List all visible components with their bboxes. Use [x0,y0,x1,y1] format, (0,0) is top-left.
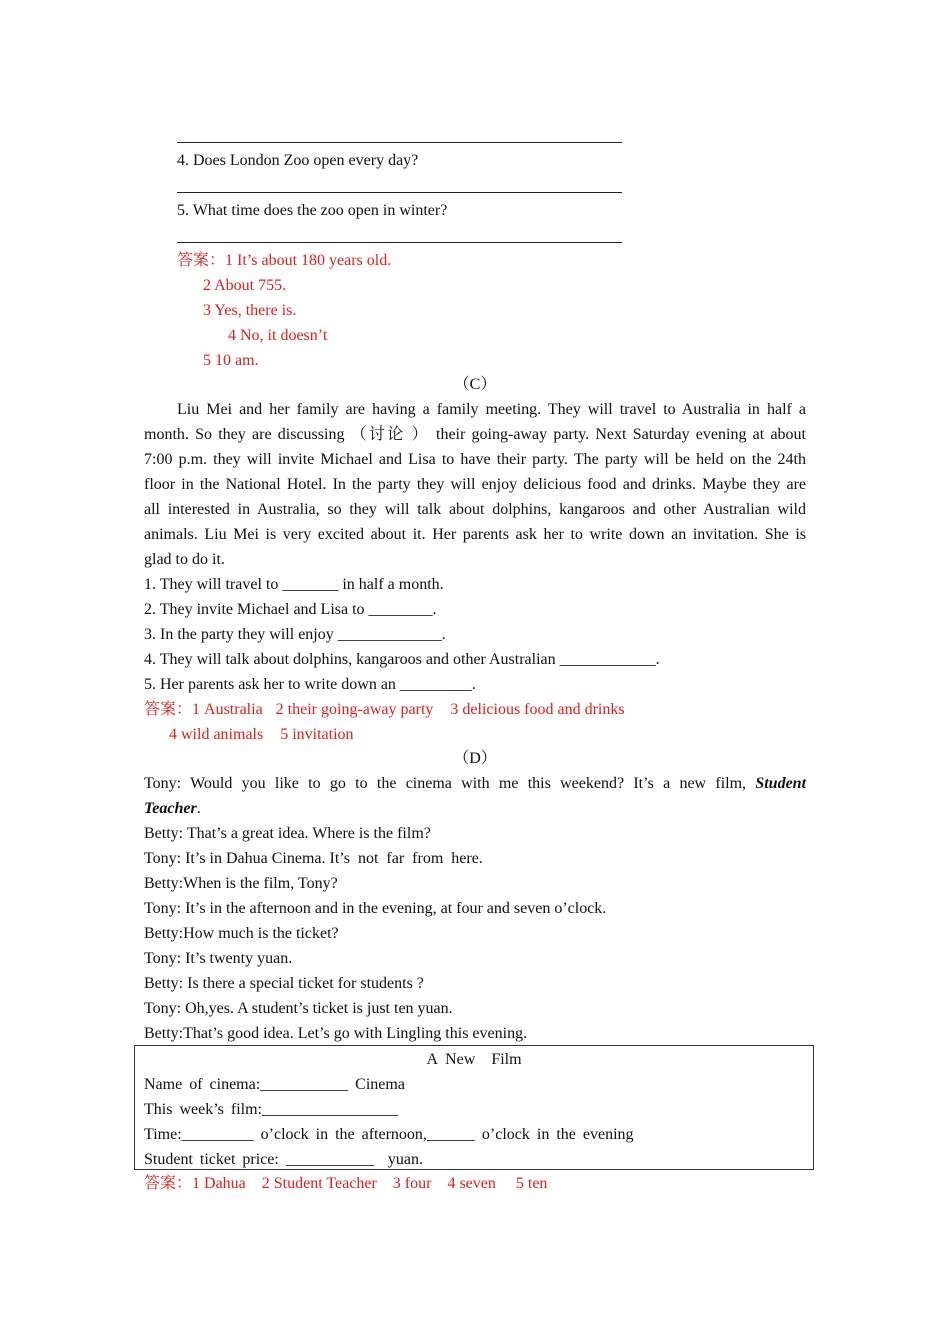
form-row-film: This week’s film:_________________ [144,1101,398,1118]
question-c-3: 3. In the party they will enjoy _____________. [144,626,446,643]
question-text: Does London Zoo open every day? [193,152,419,169]
passage-c-line-5: all interested in Australia, so they will talk about dolphins, kangaroos and other Australian wild [144,501,806,518]
answer-text: 1 It’s about 180 years old. [225,252,392,269]
answer-5: 5 invitation [280,726,354,743]
dialogue-line-2: Teacher. [144,800,201,817]
film-title-part-2: Teacher [144,800,197,817]
question-c-1: 1. They will travel to _______ in half a month. [144,576,444,593]
answer-key-b-3: 3 Yes, there is. [203,302,297,319]
answer-key-b-1 [177,251,391,271]
answer-key-c-line-1 [144,700,625,720]
section-c-heading: （C） [453,376,497,393]
question-number: 5. [177,202,189,219]
dialogue-line-6: Tony: It’s in the afternoon and in the evening, at four and seven o’clock. [144,900,607,917]
dialogue-line-11: Betty:That’s good idea. Let’s go with Lingling this evening. [144,1025,528,1042]
passage-c-line-7: glad to do it. [144,551,225,568]
question-number: 4. [177,152,189,169]
question-4 [177,151,418,171]
answer-blank-line-4 [177,192,622,193]
passage-c-line-6: animals. Liu Mei is very excited about it. Her parents ask her to write down an invitation. She is [144,526,806,543]
answer-key-b-2: 2 About 755. [203,277,287,294]
dialogue-line-5: Betty:When is the film, Tony? [144,875,338,892]
question-c-4: 4. They will talk about dolphins, kangaroos and other Australian ____________. [144,651,660,668]
answer-4: 4 seven [447,1175,496,1192]
answer-3: 3 four [392,1175,432,1192]
answer-4: 4 wild animals [169,726,264,743]
dialogue-line-7: Betty:How much is the ticket? [144,925,339,942]
answer-3: 3 delicious food and drinks [450,701,625,718]
answer-label: 答案： [144,701,193,718]
question-c-5: 5. Her parents ask her to write down an _________. [144,676,476,693]
dialogue-line-8: Tony: It’s twenty yuan. [144,950,293,967]
answer-label: 答案： [144,1175,193,1192]
answer-label: 答案： [177,252,226,269]
question-5 [177,201,447,221]
question-text: What time does the zoo open in winter? [192,202,448,219]
form-row-price: Student ticket price: ___________ yuan. [144,1151,423,1168]
question-c-2: 2. They invite Michael and Lisa to ________. [144,601,437,618]
dialogue-line-3: Betty: That’s a great idea. Where is the film? [144,825,431,842]
answer-key-b-5: 5 10 am. [203,352,259,369]
answer-key-d [144,1174,547,1194]
dialogue-line-1: Tony: Would you like to go to the cinema with me this weekend? It’s a new film, Student [144,775,807,792]
answer-blank-line-5 [177,242,622,243]
dialogue-line-4: Tony: It’s in Dahua Cinema. It’s not far from here. [144,850,483,867]
answer-5: 5 ten [515,1175,548,1192]
dialogue-line-10: Tony: Oh,yes. A student’s ticket is just ten yuan. [144,1000,453,1017]
answer-key-c-line-2 [169,725,354,745]
passage-c-line-1: Liu Mei and her family are having a family meeting. They will travel to Australia in half a [177,401,806,418]
film-title-part-1: Student [755,775,807,792]
answer-1: 1 Australia [192,701,263,718]
film-info-form [134,1045,814,1170]
form-title: A New Film [426,1051,522,1068]
form-row-cinema-name: Name of cinema:___________ Cinema [144,1076,405,1093]
passage-c-line-2: month. So they are discussing （讨论 ） their going-away party. Next Saturday evening at about [144,426,806,443]
form-row-time: Time:_________ o’clock in the afternoon,______ o’clock in the evening [144,1126,634,1143]
dialogue-line-9: Betty: Is there a special ticket for students ? [144,975,424,992]
passage-c-line-4: floor in the National Hotel. In the party they will enjoy delicious food and drinks. Maybe they are [144,476,806,493]
answer-2: 2 Student Teacher [261,1175,377,1192]
passage-c-line-3: 7:00 p.m. they will invite Michael and Lisa to have their party. The party will be held on the 24th [144,451,806,468]
answer-key-b-4: 4 No, it doesn’t [228,327,328,344]
answer-2: 2 their going-away party [275,701,434,718]
answer-blank-line-3 [177,142,622,143]
section-d-heading: （D） [453,750,497,767]
answer-1: 1 Dahua [192,1175,246,1192]
